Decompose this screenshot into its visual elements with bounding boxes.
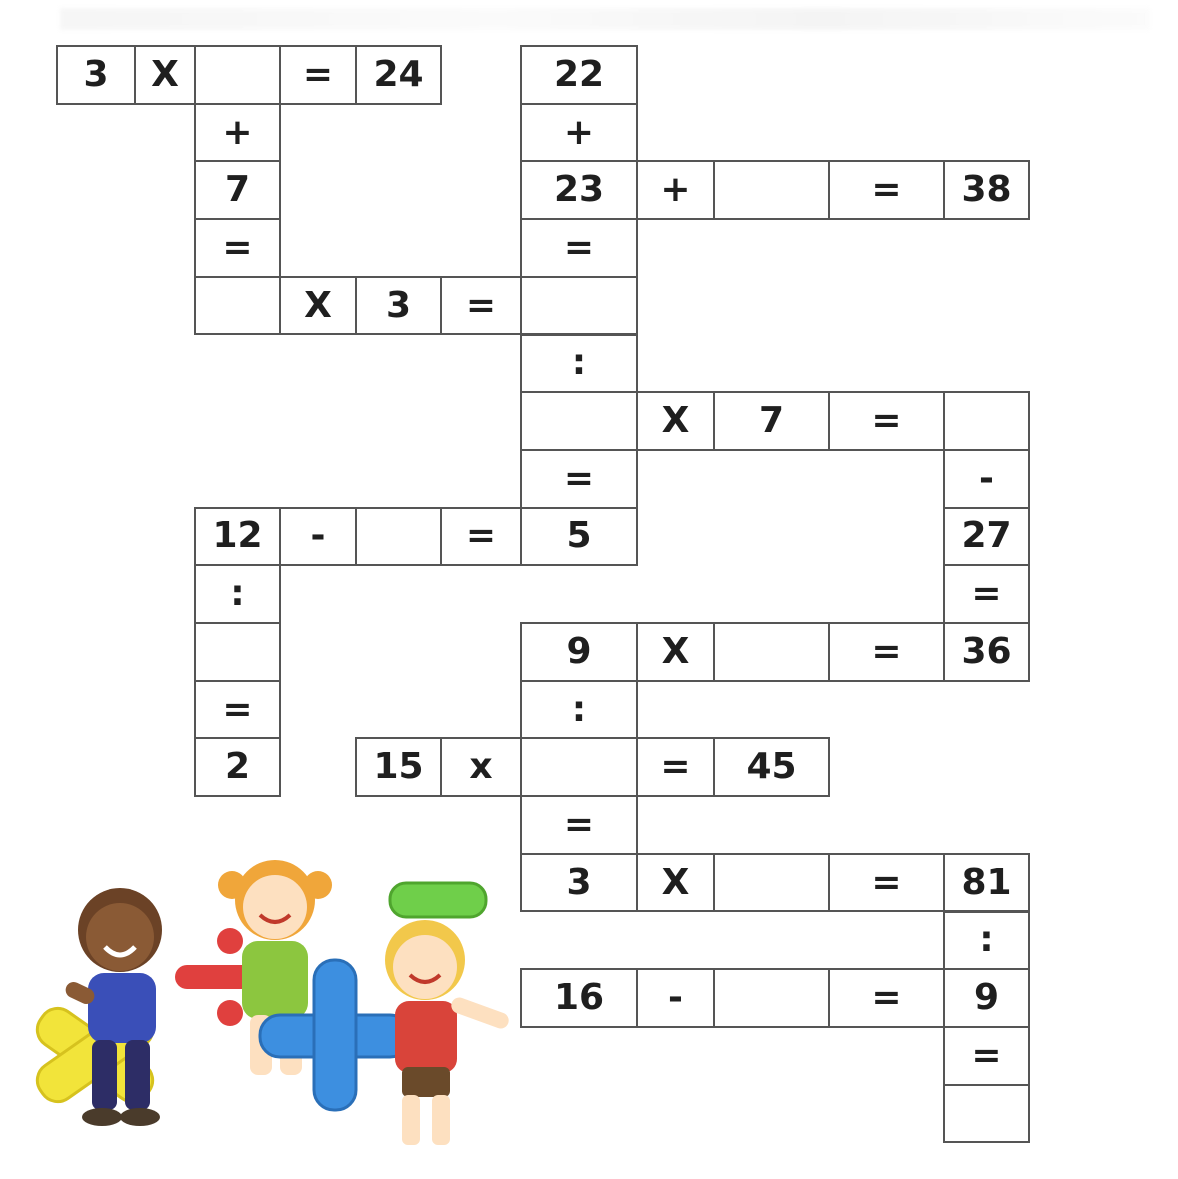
given-cell-text: 5 [566,515,592,557]
answer-cell[interactable] [713,968,830,1028]
given-cell-text: + [222,111,253,153]
given-cell-text: X [661,400,690,442]
given-cell [194,507,281,567]
given-cell [56,45,136,105]
given-cell-text: 9 [566,630,592,672]
given-cell [194,737,281,797]
answer-input[interactable] [533,748,624,787]
given-cell [943,853,1030,913]
given-cell [440,507,522,567]
answer-input[interactable] [204,55,270,94]
given-cell [194,564,281,624]
given-cell-text: 27 [961,515,1012,557]
given-cell-text: = [971,573,1002,615]
given-cell-text: X [661,861,690,903]
given-cell-text: 7 [224,169,251,211]
given-cell-text: - [668,977,683,1019]
answer-cell[interactable] [355,507,442,567]
given-cell-text: = [563,226,595,268]
given-cell-text: 24 [373,53,424,95]
given-cell-text: 15 [373,746,424,788]
kid-right-icon [385,920,511,1145]
answer-input[interactable] [533,286,624,325]
given-cell-text: - [979,457,994,499]
answer-input[interactable] [726,979,816,1018]
given-cell-text: 3 [83,53,109,95]
given-cell [828,853,945,913]
answer-cell[interactable] [520,276,638,336]
minus-symbol-icon [390,883,486,917]
given-cell-text: = [302,53,334,95]
given-cell-text: 2 [224,746,251,788]
given-cell [194,103,281,163]
given-cell [520,853,638,913]
given-cell-text: 38 [961,169,1012,211]
answer-cell[interactable] [943,1084,1030,1144]
given-cell [520,968,638,1028]
given-cell [636,737,715,797]
given-cell [943,564,1030,624]
answer-cell[interactable] [194,622,281,682]
given-cell [440,276,522,336]
given-cell [828,160,945,220]
answer-input[interactable] [204,286,270,325]
answer-cell[interactable] [520,391,638,451]
given-cell [355,737,442,797]
given-cell-text: = [222,226,253,268]
given-cell-text: X [151,53,179,95]
given-cell [943,1026,1030,1086]
given-cell-text: - [310,515,326,557]
answer-cell[interactable] [194,45,281,105]
given-cell [828,968,945,1028]
given-cell-text: = [222,688,253,730]
answer-input[interactable] [726,863,816,902]
given-cell [713,737,830,797]
given-cell [520,507,638,567]
given-cell [636,391,715,451]
given-cell-text: 81 [961,861,1012,903]
given-cell-text: : [571,688,587,730]
given-cell [279,507,357,567]
given-cell [828,391,945,451]
given-cell-text: 36 [961,630,1012,672]
given-cell [520,449,638,509]
given-cell [713,391,830,451]
given-cell-text: 45 [746,746,797,788]
given-cell-text: X [661,630,690,672]
given-cell [943,507,1030,567]
given-cell [520,45,638,105]
answer-cell[interactable] [713,160,830,220]
given-cell [943,622,1030,682]
given-cell-text: 9 [973,977,1000,1019]
given-cell [636,622,715,682]
given-cell [520,334,638,394]
given-cell [194,218,281,278]
given-cell-text: 12 [212,515,263,557]
given-cell [520,160,638,220]
given-cell [520,103,638,163]
given-cell-text: : [571,342,587,384]
given-cell [636,968,715,1028]
given-cell-text: + [563,111,595,153]
given-cell-text: 3 [385,284,412,326]
given-cell-text: + [660,169,691,211]
given-cell-text: = [465,515,497,557]
answer-input[interactable] [953,1094,1019,1133]
given-cell-text: = [971,1034,1002,1076]
given-cell-text: 16 [553,977,605,1019]
given-cell-text: = [563,457,595,499]
answer-cell[interactable] [713,622,830,682]
given-cell [828,622,945,682]
given-cell [943,160,1030,220]
given-cell [943,911,1030,971]
given-cell [279,276,357,336]
given-cell-text: X [304,284,332,326]
given-cell-text: 23 [553,169,605,211]
answer-input[interactable] [726,632,816,671]
given-cell-text: = [871,630,902,672]
given-cell [440,737,522,797]
given-cell [355,276,442,336]
given-cell-text: = [871,861,902,903]
kids-with-math-symbols-icon [10,855,530,1165]
given-cell [520,680,638,740]
given-cell [520,622,638,682]
given-cell [194,160,281,220]
answer-input[interactable] [953,402,1019,441]
given-cell [134,45,196,105]
given-cell-text: = [871,169,902,211]
given-cell-text: = [871,977,902,1019]
given-cell-text: : [230,573,245,615]
given-cell [194,680,281,740]
answer-cell[interactable] [194,276,281,336]
answer-input[interactable] [726,171,816,210]
given-cell [636,160,715,220]
answer-input[interactable] [533,402,624,441]
answer-input[interactable] [365,517,431,556]
given-cell [355,45,442,105]
given-cell-text: = [563,803,595,845]
given-cell-text: 7 [758,400,785,442]
given-cell-text: 22 [553,53,605,95]
answer-input[interactable] [204,632,270,671]
given-cell [943,449,1030,509]
answer-cell[interactable] [943,391,1030,451]
given-cell-text: x [469,746,493,788]
given-cell [943,968,1030,1028]
given-cell-text: : [979,919,994,961]
given-cell [520,795,638,855]
given-cell-text: = [465,284,497,326]
given-cell-text: = [660,746,691,788]
given-cell-text: = [871,400,902,442]
answer-cell[interactable] [520,737,638,797]
given-cell-text: 3 [566,861,592,903]
given-cell [279,45,357,105]
answer-cell[interactable] [713,853,830,913]
given-cell [520,218,638,278]
given-cell [636,853,715,913]
